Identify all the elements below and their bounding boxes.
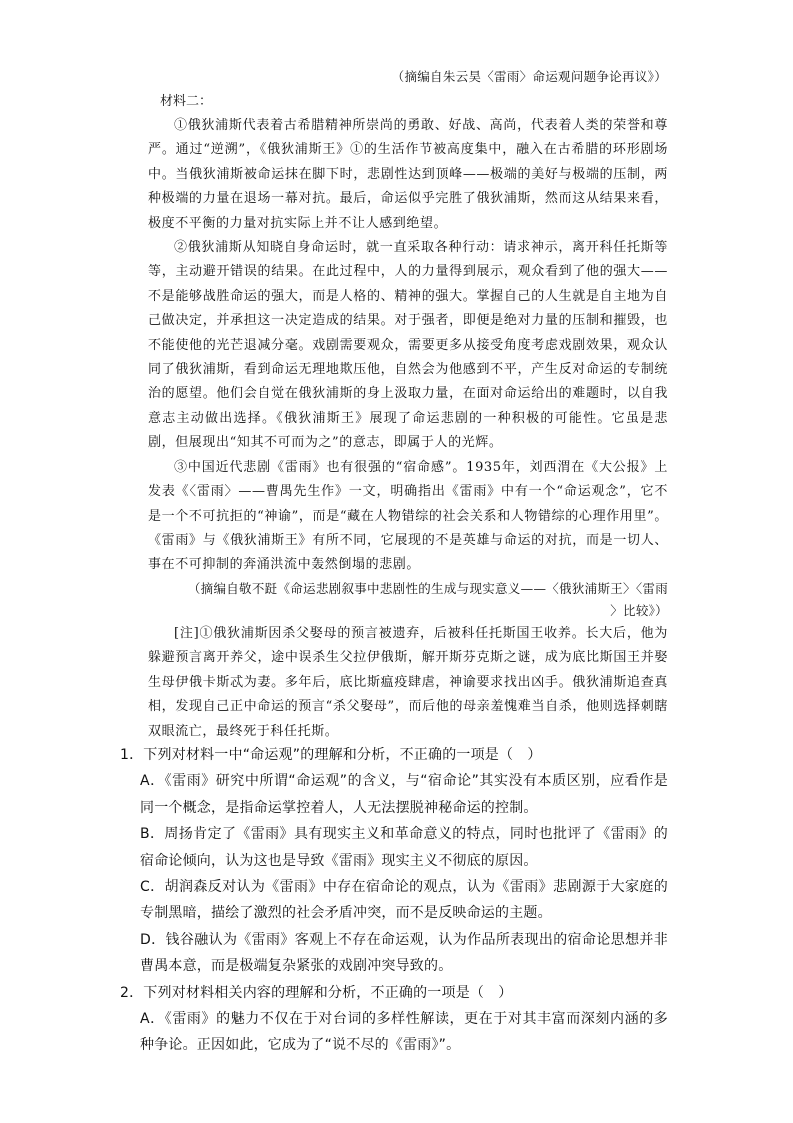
footnote-text: [注]①俄狄浦斯因杀父娶母的预言被遗弃，后被科任托斯国王收养。长大后，他为躲避预言离开养父，途中误杀生父拉伊俄斯，解开斯芬克斯之谜，成为底比斯国王并娶生母伊俄卡斯忒为妻。多年后，底比斯瘟疫肆虐，神谕要求找出凶手。俄狄浦斯追查真相，发现自己正中命运的预言“杀父娶母”，而后他的母亲羞愧难当自杀，他则选择刺瞎双眼流亡，最终死于科任托斯。 xyxy=(148,626,668,739)
question-1-option-c: C．胡润森反对认为《雷雨》中存在宿命论的观点，认为《雷雨》悲剧源于大家庭的专制黑暗，描绘了激烈的社会矛盾冲突，而不是反映命运的主题。 xyxy=(140,879,668,922)
material-2-label: 材料二： xyxy=(160,94,213,109)
question-1-stem: 1．下列对材料一中“命运观”的理解和分析，不正确的一项是（ ） xyxy=(120,747,542,763)
paragraph-1: ①俄狄浦斯代表着古希腊精神所崇尚的勇敢、好战、高尚，代表着人类的荣誉和尊严。通过“逆溯”，《俄狄浦斯王》①的生活作节被高度集中，融入在古希腊的环形剧场中。当俄狄浦斯被命运抹在脚下时，悲剧性达到顶峰——极端的美好与极端的压制，两种极端的力量在退场一幕对抗。最后，命运似乎完胜了俄狄浦斯，然而这从结果来看，极度不平衡的力量对抗实际上并不让人感到绝望。 xyxy=(148,118,668,231)
question-1-option-a: A．《雷雨》研究中所谓“命运观”的含义，与“宿命论”其实没有本质区别，应看作是同一个概念，是指命运掌控着人，人无法摆脱神秘命运的控制。 xyxy=(140,773,668,816)
source-citation-1: （摘编自朱云昊〈雷雨〉命运观问题争论再议》） xyxy=(391,69,667,84)
question-1-option-b: B．周扬肯定了《雷雨》具有现实主义和革命意义的特点，同时也批评了《雷雨》的宿命论倾向，认为这也是导致《雷雨》现实主义不彻底的原因。 xyxy=(140,826,668,869)
question-2-option-a: A．《雷雨》的魅力不仅在于对台词的多样性解读，更在于对其丰富而深刻内涵的多种争论。正因如此，它成为了“说不尽的《雷雨》”。 xyxy=(140,1011,668,1054)
material-2-body xyxy=(148,114,668,578)
source-citation-2-line-1: （摘编自敬不跹《命运悲剧叙事中悲剧性的生成与现实意义——〈俄狄浦斯王〉〈雷雨 xyxy=(187,581,668,596)
source-citation-2-line-2: 〉比较》） xyxy=(610,603,668,618)
footnote xyxy=(148,622,668,744)
paragraph-3: ③中国近代悲剧《雷雨》也有很强的“宿命感”。1935年，刘西渭在《大公报》上发表《〈雷雨〉——曹禺先生作》一文，明确指出《雷雨》中有一个“命运观念”，它不是一个不可抗拒的“神谕”，而是“藏在人物错综的社会关系和人物错综的心理作用里”。《雷雨》与《俄狄浦斯王》有所不同，它展现的不是英雄与命运的对抗，而是一切人、事在不可抑制的奔涌洪流中轰然倒塌的悲剧。 xyxy=(148,459,668,573)
question-2-stem: 2．下列对材料相关内容的理解和分析，不正确的一项是（ ） xyxy=(120,984,513,1001)
paragraph-2: ②俄狄浦斯从知晓自身命运时，就一直采取各种行动：请求神示，离开科任托斯等等，主动避开错误的结果。在此过程中，人的力量得到展示，观众看到了他的强大——不是能够战胜命运的强大，而是人格的、精神的强大。掌握自己的人生就是自主地为自己做决定，并承担这一决定造成的结果。对于强者，即便是绝对力量的压制和摧毁，也不能使他的光芒退减分毫。戏剧需要观众，需要更多从接受角度考虑戏剧效果，观众认同了俄狄浦斯，看到命运无理地欺压他，自然会为他感到不平，产生反对命运的专制统治的愿望。他们会自觉在俄狄浦斯的身上汲取力量，在面对命运给出的难题时，以自我意志主动做出选择。《俄狄浦斯王》展现了命运悲剧的一种积极的可能性。它虽是悲剧，但展现出“知其不可而为之”的意志，即属于人的光辉。 xyxy=(148,240,668,451)
question-1-option-d: D．钱谷融认为《雷雨》客观上不存在命运观，认为作品所表现出的宿命论思想并非曹禺本意，而是极端复杂紧张的戏剧冲突导致的。 xyxy=(140,931,668,975)
questions-section xyxy=(120,742,668,1059)
